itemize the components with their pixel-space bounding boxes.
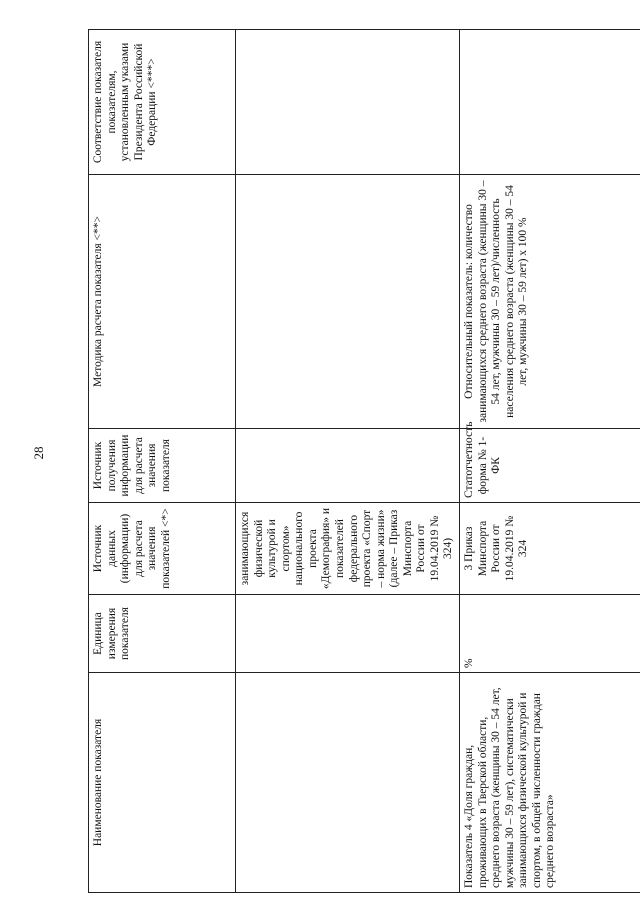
header-presidential-decree-compliance: Соответствие показателя показателям, установленным указами Президента Российской Федерации <***> (89, 30, 236, 175)
cell-compliance (236, 30, 460, 175)
table-row (460, 30, 640, 893)
cell-unit: % (460, 595, 640, 673)
cell-method: Относительный показатель: количество занимающихся среднего возраста (женщины 30 – 54 лет, мужчины 30 – 59 лет)/численность населения среднего возраста (женщины 30 – 54 лет, мужчины 30 – 59 лет) x 100 % (460, 175, 640, 429)
cell-method (236, 175, 460, 429)
header-unit: Единица измерения показателя (89, 595, 236, 673)
cell-name: Показатель 4 «Доля граждан, проживающих в Тверской области, среднего возраста (женщины 30 – 54 лет, мужчины 30 – 59 лет), систематически занимающихся физической культурой и спортом, в общей численности граждан среднего возраста» (460, 673, 640, 893)
cell-data-source: занимающихся физической культурой и спортом» национального проекта «Демография» и показателей федерального проекта «Спорт – норма жизни» (далее – Приказ Минспорта России от 19.04.2019 № 324) (236, 503, 460, 595)
header-info-source: Источник получения информации для расчета значения показателя (89, 429, 236, 503)
cell-info-source (236, 429, 460, 503)
cell-data-source: 3 Приказ Минспорта России от 19.04.2019 № 324 (460, 503, 640, 595)
header-calculation-method: Методика расчета показателя <**> (89, 175, 236, 429)
header-data-source: Источник данных (информации) для расчета значения показателей <*> (89, 503, 236, 595)
header-indicator-name: Наименование показателя (89, 673, 236, 893)
table-header-row (89, 30, 236, 893)
page-number: 28 (31, 446, 46, 460)
table-row (236, 30, 460, 893)
cell-unit (236, 595, 460, 673)
cell-name (236, 673, 460, 893)
cell-compliance (460, 30, 640, 175)
cell-info-source: Статотчетность форма № 1-ФК (460, 429, 640, 503)
rotated-table-wrapper (88, 30, 621, 893)
indicators-table (88, 29, 640, 893)
